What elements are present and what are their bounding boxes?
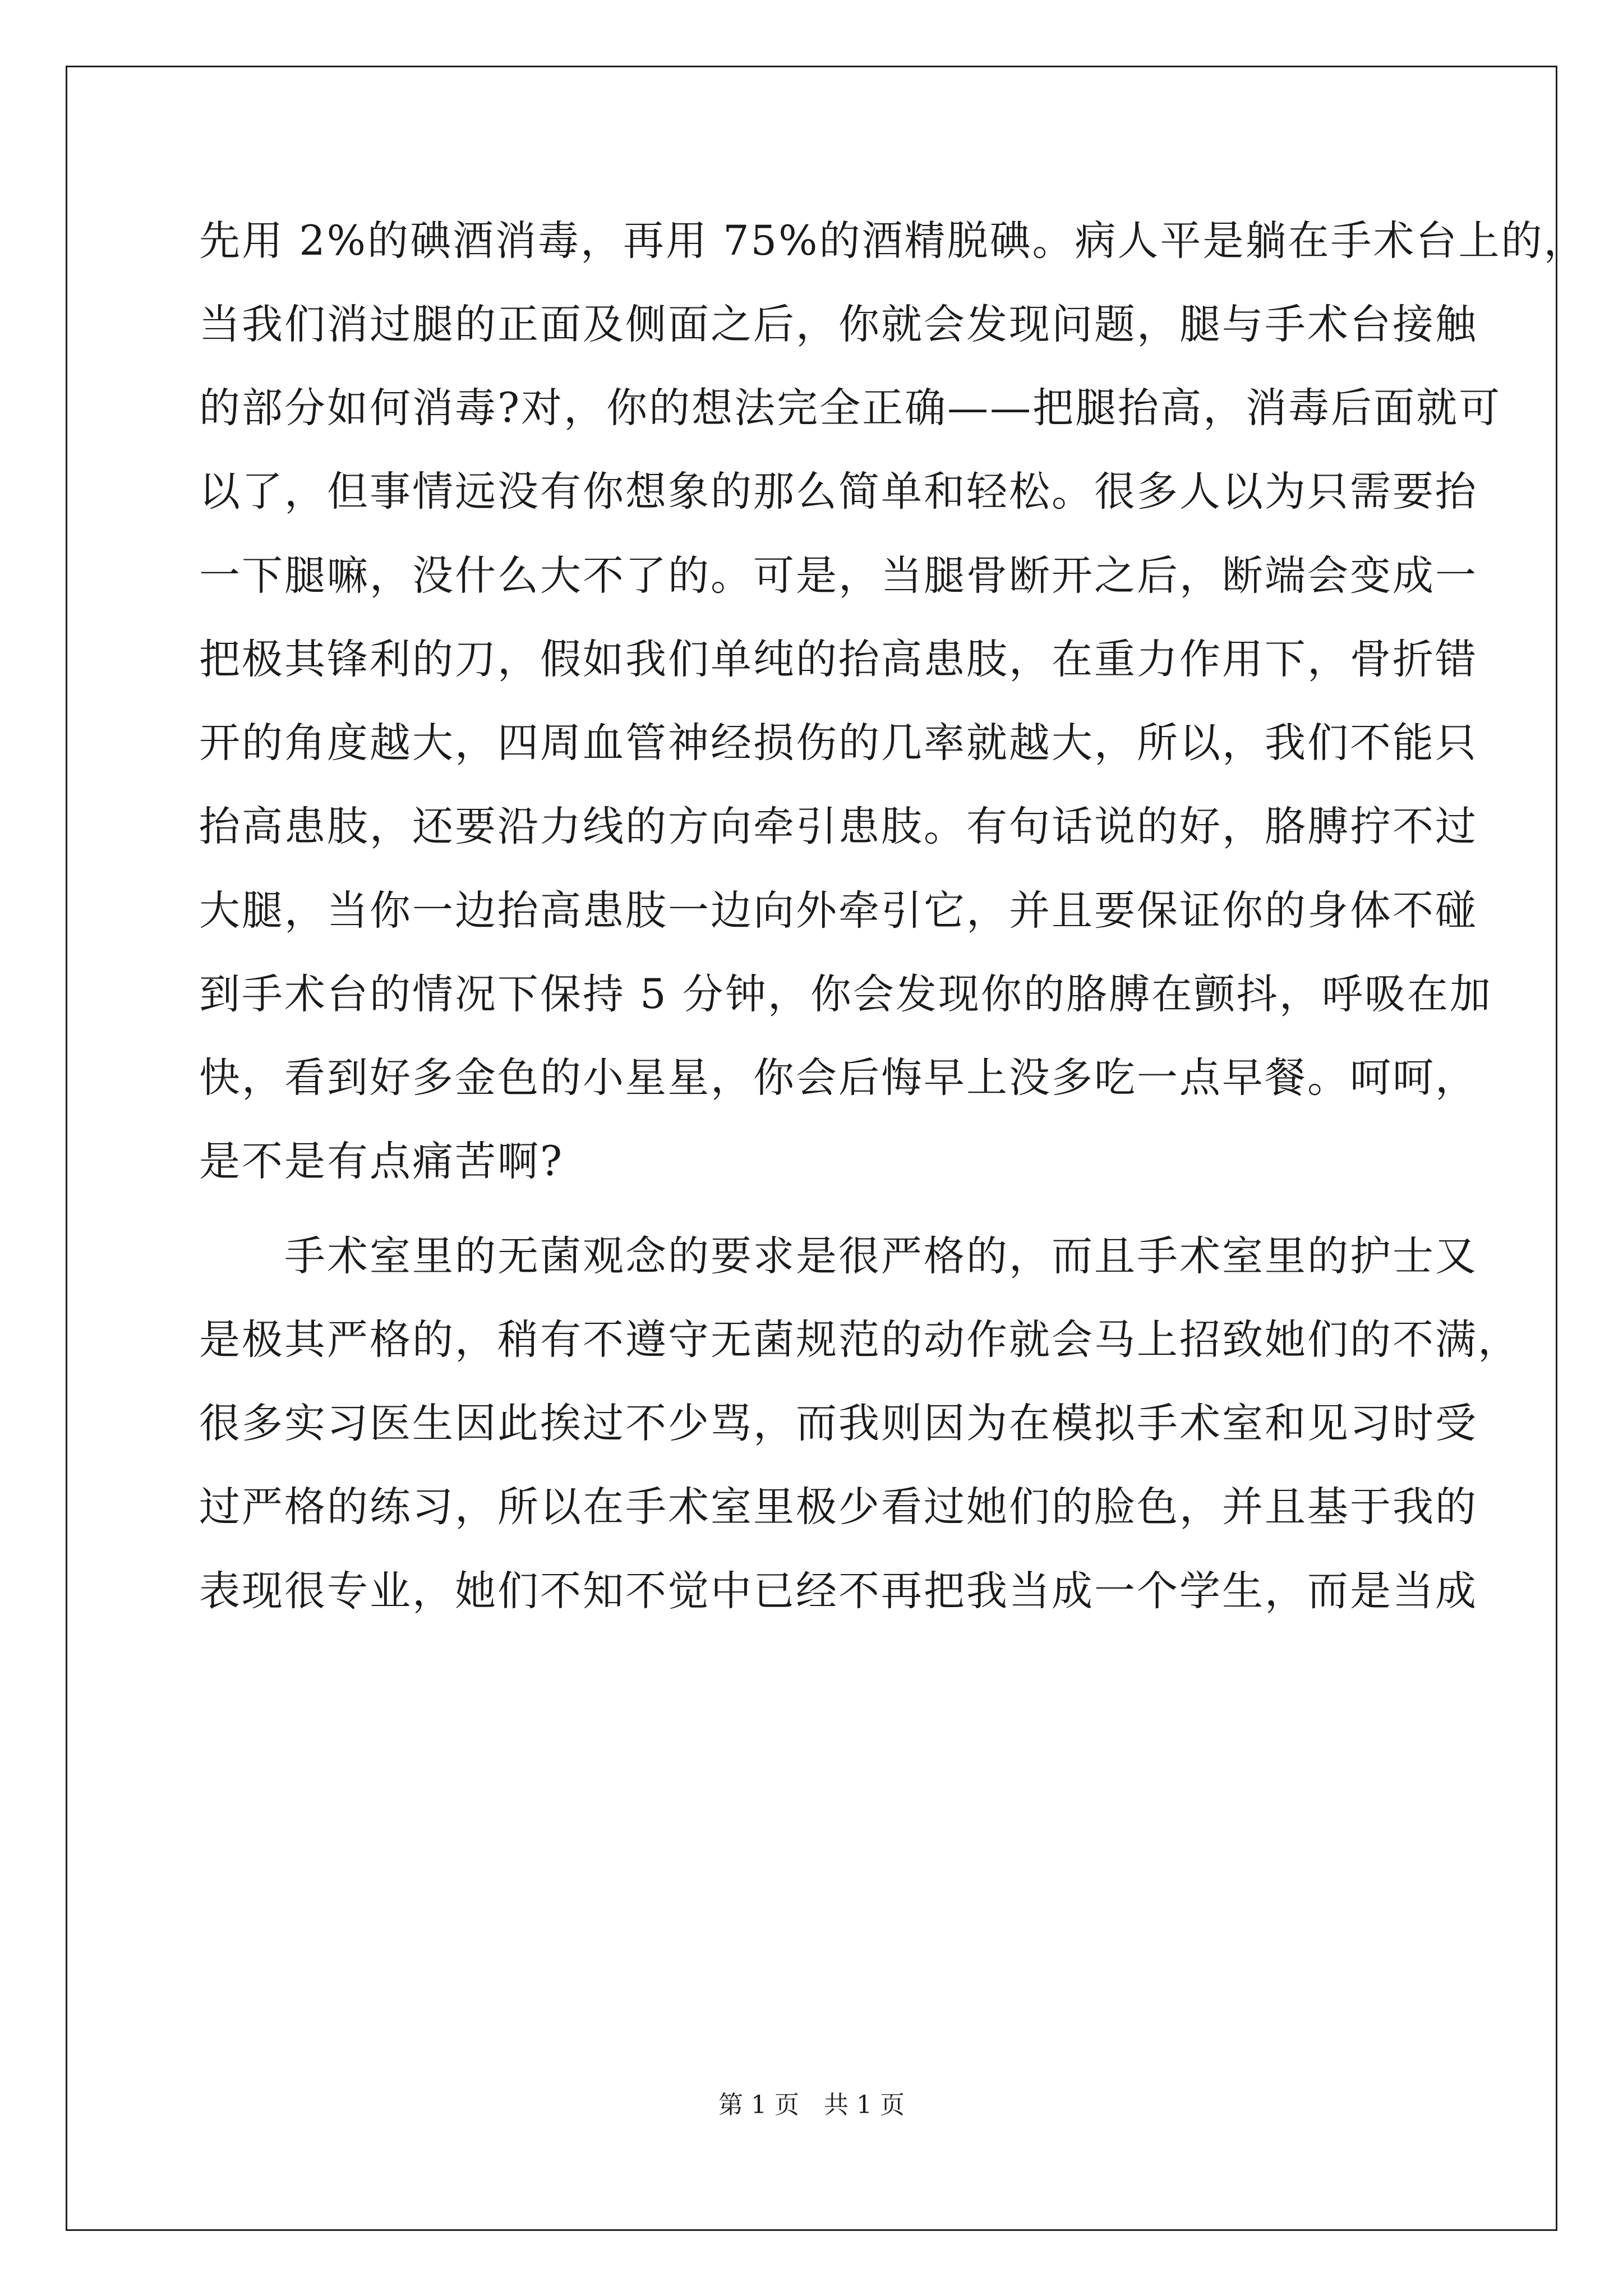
text-line: 很多实习医生因此挨过不少骂，而我则因为在模拟手术室和见习时受 [199,1400,1478,1447]
text-line: 开的角度越大，四周血管神经损伤的几率就越大，所以，我们不能只 [199,719,1478,767]
page-number-footer: 第 1 页 共 1 页 [718,2091,905,2119]
text-line: 先用 2%的碘酒消毒，再用 75%的酒精脱碘。病人平是躺在手术台上的， [199,217,1587,265]
text-line: 到手术台的情况下保持 5 分钟，你会发现你的胳膊在颤抖，呼吸在加 [199,970,1492,1018]
text-line: 是不是有点痛苦啊? [199,1138,564,1185]
text-line: 大腿，当你一边抬高患肢一边向外牵引它，并且要保证你的身体不碰 [199,887,1478,935]
text-line: 把极其锋利的刀，假如我们单纯的抬高患肢，在重力作用下，骨折错 [199,636,1478,683]
text-line: 当我们消过腿的正面及侧面之后，你就会发现问题，腿与手术台接触 [199,301,1478,348]
text-line: 一下腿嘛，没什么大不了的。可是，当腿骨断开之后，断端会变成一 [199,552,1478,600]
text-line: 手术室里的无菌观念的要求是很严格的，而且手术室里的护士又 [199,1232,1478,1280]
text-line: 以了，但事情远没有你想象的那么简单和轻松。很多人以为只需要抬 [199,468,1478,516]
text-line: 的部分如何消毒?对，你的想法完全正确——把腿抬高，消毒后面就可 [199,384,1502,432]
text-line: 表现很专业，她们不知不觉中已经不再把我当成一个学生，而是当成 [199,1567,1478,1615]
text-line: 过严格的练习，所以在手术室里极少看过她们的脸色，并且基于我的 [199,1483,1478,1531]
text-line: 抬高患肢，还要沿力线的方向牵引患肢。有句话说的好，胳膊拧不过 [199,803,1478,850]
text-line: 是极其严格的，稍有不遵守无菌规范的动作就会马上招致她们的不满， [199,1316,1520,1364]
text-line: 快，看到好多金色的小星星，你会后悔早上没多吃一点早餐。呵呵， [199,1054,1478,1102]
